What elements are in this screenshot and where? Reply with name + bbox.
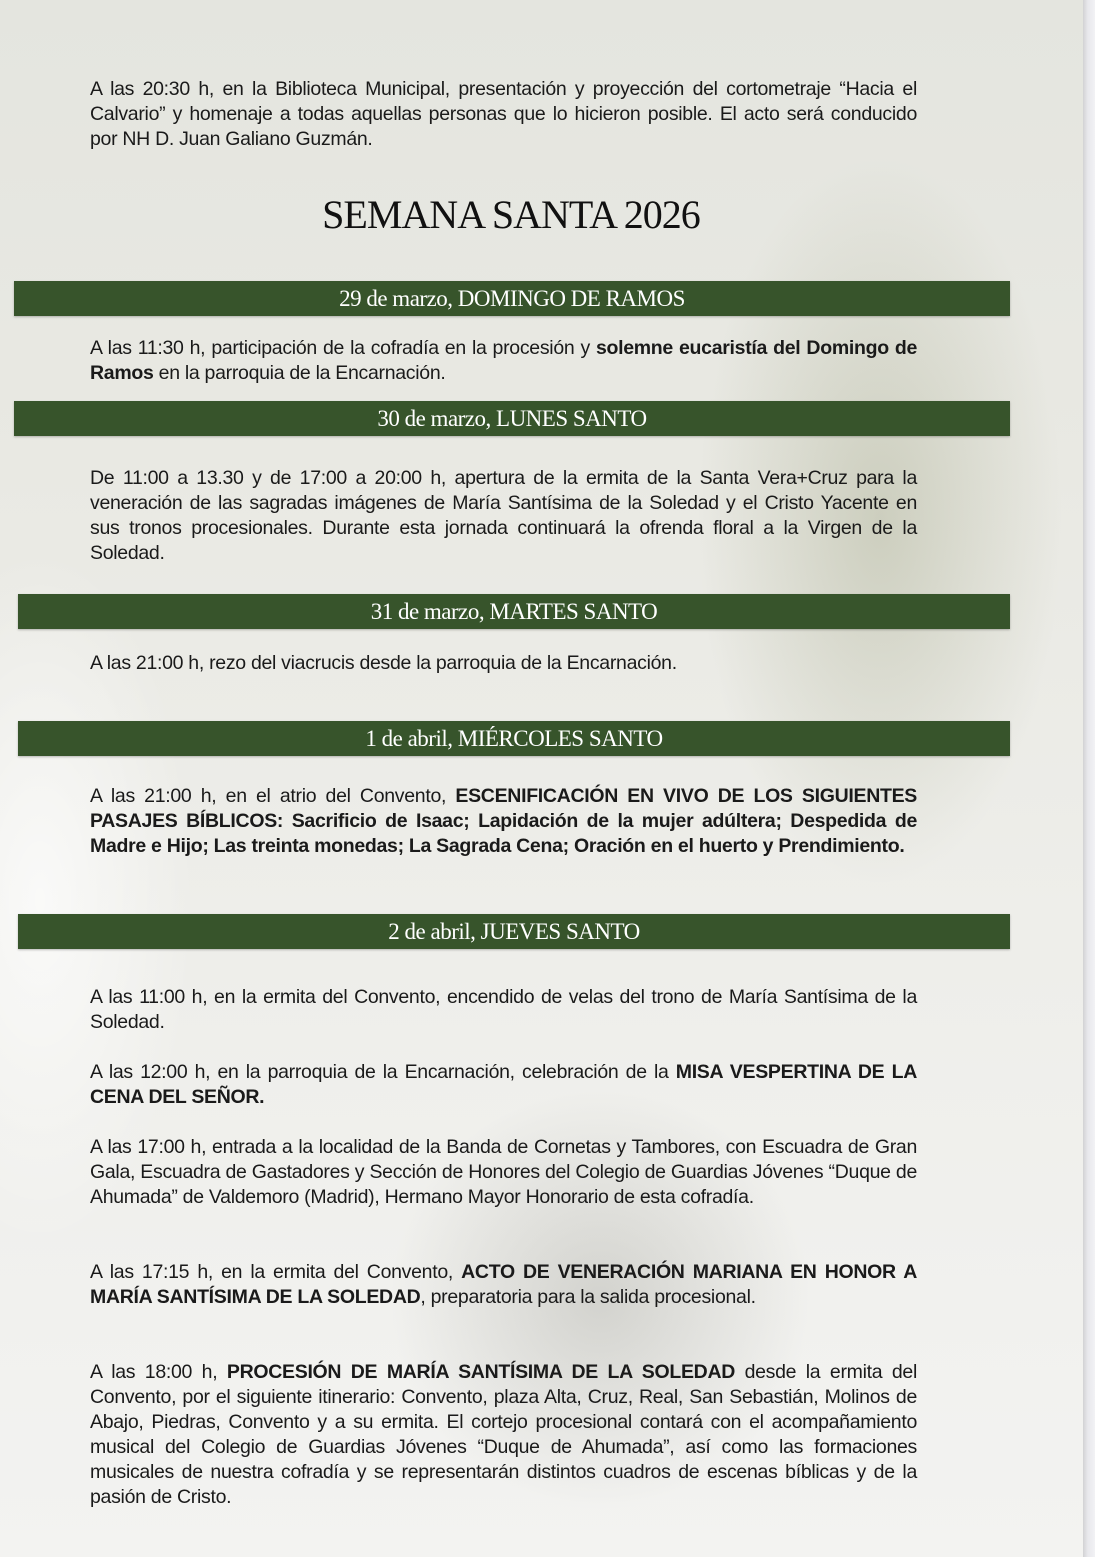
paragraph-text: A las 17:00 h, entrada a la localidad de la Banda de Cornetas y Tambores, con Escuadra de Gran Gala, Escuadra de Gastadores y Sección de Honores del Colegio de Guardias Jóvenes “Duque de Ahumada” de Valdemoro (Madrid), Hermano Mayor Honorario de esta cofradía. (90, 1136, 917, 1208)
paragraph-text: A las 12:00 h, en la parroquia de la Encarnación, celebración de la (90, 1061, 676, 1083)
day-header-miercoles-santo: 1 de abril, MIÉRCOLES SANTO (18, 721, 1010, 756)
day-paragraph (90, 1060, 917, 1110)
day-paragraph (90, 1135, 917, 1210)
day-paragraph (90, 784, 917, 859)
paragraph-text: De 11:00 a 13.30 y de 17:00 a 20:00 h, apertura de la ermita de la Santa Vera+Cruz para la veneración de las sagradas imágenes de María Santísima de la Soledad y el Cristo Yacente en sus tronos procesionales. Durante esta jornada continuará la ofrenda floral a la Virgen de la Soledad. (90, 467, 917, 564)
day-paragraph (90, 466, 917, 566)
day-paragraph (90, 985, 917, 1035)
paragraph-bold-text: ESCENIFICACIÓN EN VIVO DE LOS SIGUIENTES PASAJES BÍBLICOS: Sacrificio de Isaac; Lapidación de la mujer adúltera; Despedida de Madre e Hijo; Las treinta monedas; La Sagrada Cena; Oración en el huerto y Prendimiento. (90, 785, 918, 857)
day-paragraph (90, 336, 917, 386)
paragraph-text: , preparatoria para la salida procesional. (420, 1286, 756, 1308)
page-edge (1083, 0, 1095, 1557)
paragraph-bold-text: solemne eucaristía del Domingo de Ramos (90, 337, 918, 384)
paragraph-text: A las 17:15 h, en la ermita del Convento, (90, 1261, 462, 1283)
day-header-martes-santo: 31 de marzo, MARTES SANTO (18, 594, 1010, 629)
day-paragraph (90, 651, 917, 676)
paragraph-text: desde la ermita del Convento, por el siguiente itinerario: Convento, plaza Alta, Cruz, Real, San Sebastián, Molinos de Abajo, Piedras, Convento y a su ermita. El cortejo procesional contará con el acompañamiento musical del Colegio de Guardias Jóvenes “Duque de Ahumada”, así como las formaciones musicales de nuestra cofradía y se representarán distintos cuadros de escenas bíblicas y de la pasión de Cristo. (90, 1361, 917, 1508)
paragraph-text: A las 18:00 h, (90, 1361, 227, 1383)
day-header-domingo-ramos: 29 de marzo, DOMINGO DE RAMOS (14, 281, 1010, 316)
paragraph-bold-text: ACTO DE VENERACIÓN MARIANA EN HONOR A MARÍA SANTÍSIMA DE LA SOLEDAD (90, 1261, 917, 1308)
page-title: SEMANA SANTA 2026 (322, 192, 700, 237)
day-header-jueves-santo: 2 de abril, JUEVES SANTO (18, 914, 1010, 949)
day-header-lunes-santo: 30 de marzo, LUNES SANTO (14, 401, 1010, 436)
paragraph-text: en la parroquia de la Encarnación. (153, 362, 446, 384)
paragraph-text: A las 21:00 h, en el atrio del Convento, (90, 785, 456, 807)
paragraph-text: A las 11:00 h, en la ermita del Convento, encendido de velas del trono de María Santísima de la Soledad. (90, 986, 917, 1033)
paragraph-text: A las 11:30 h, participación de la cofradía en la procesión y (90, 337, 596, 359)
day-paragraph (90, 1360, 917, 1510)
paragraph-bold-text: MISA VESPERTINA DE LA CENA DEL SEÑOR. (90, 1061, 917, 1108)
paragraph-bold-text: PROCESIÓN DE MARÍA SANTÍSIMA DE LA SOLEDAD (226, 1361, 736, 1383)
paragraph-text: A las 21:00 h, rezo del viacrucis desde la parroquia de la Encarnación. (90, 652, 677, 674)
intro-paragraph: A las 20:30 h, en la Biblioteca Municipal, presentación y proyección del cortometraje “Hacia el Calvario” y homenaje a todas aquellas personas que lo hicieron posible. El acto será conducido por NH D. Juan Galiano Guzmán. (90, 78, 917, 150)
day-paragraph (90, 1260, 917, 1310)
